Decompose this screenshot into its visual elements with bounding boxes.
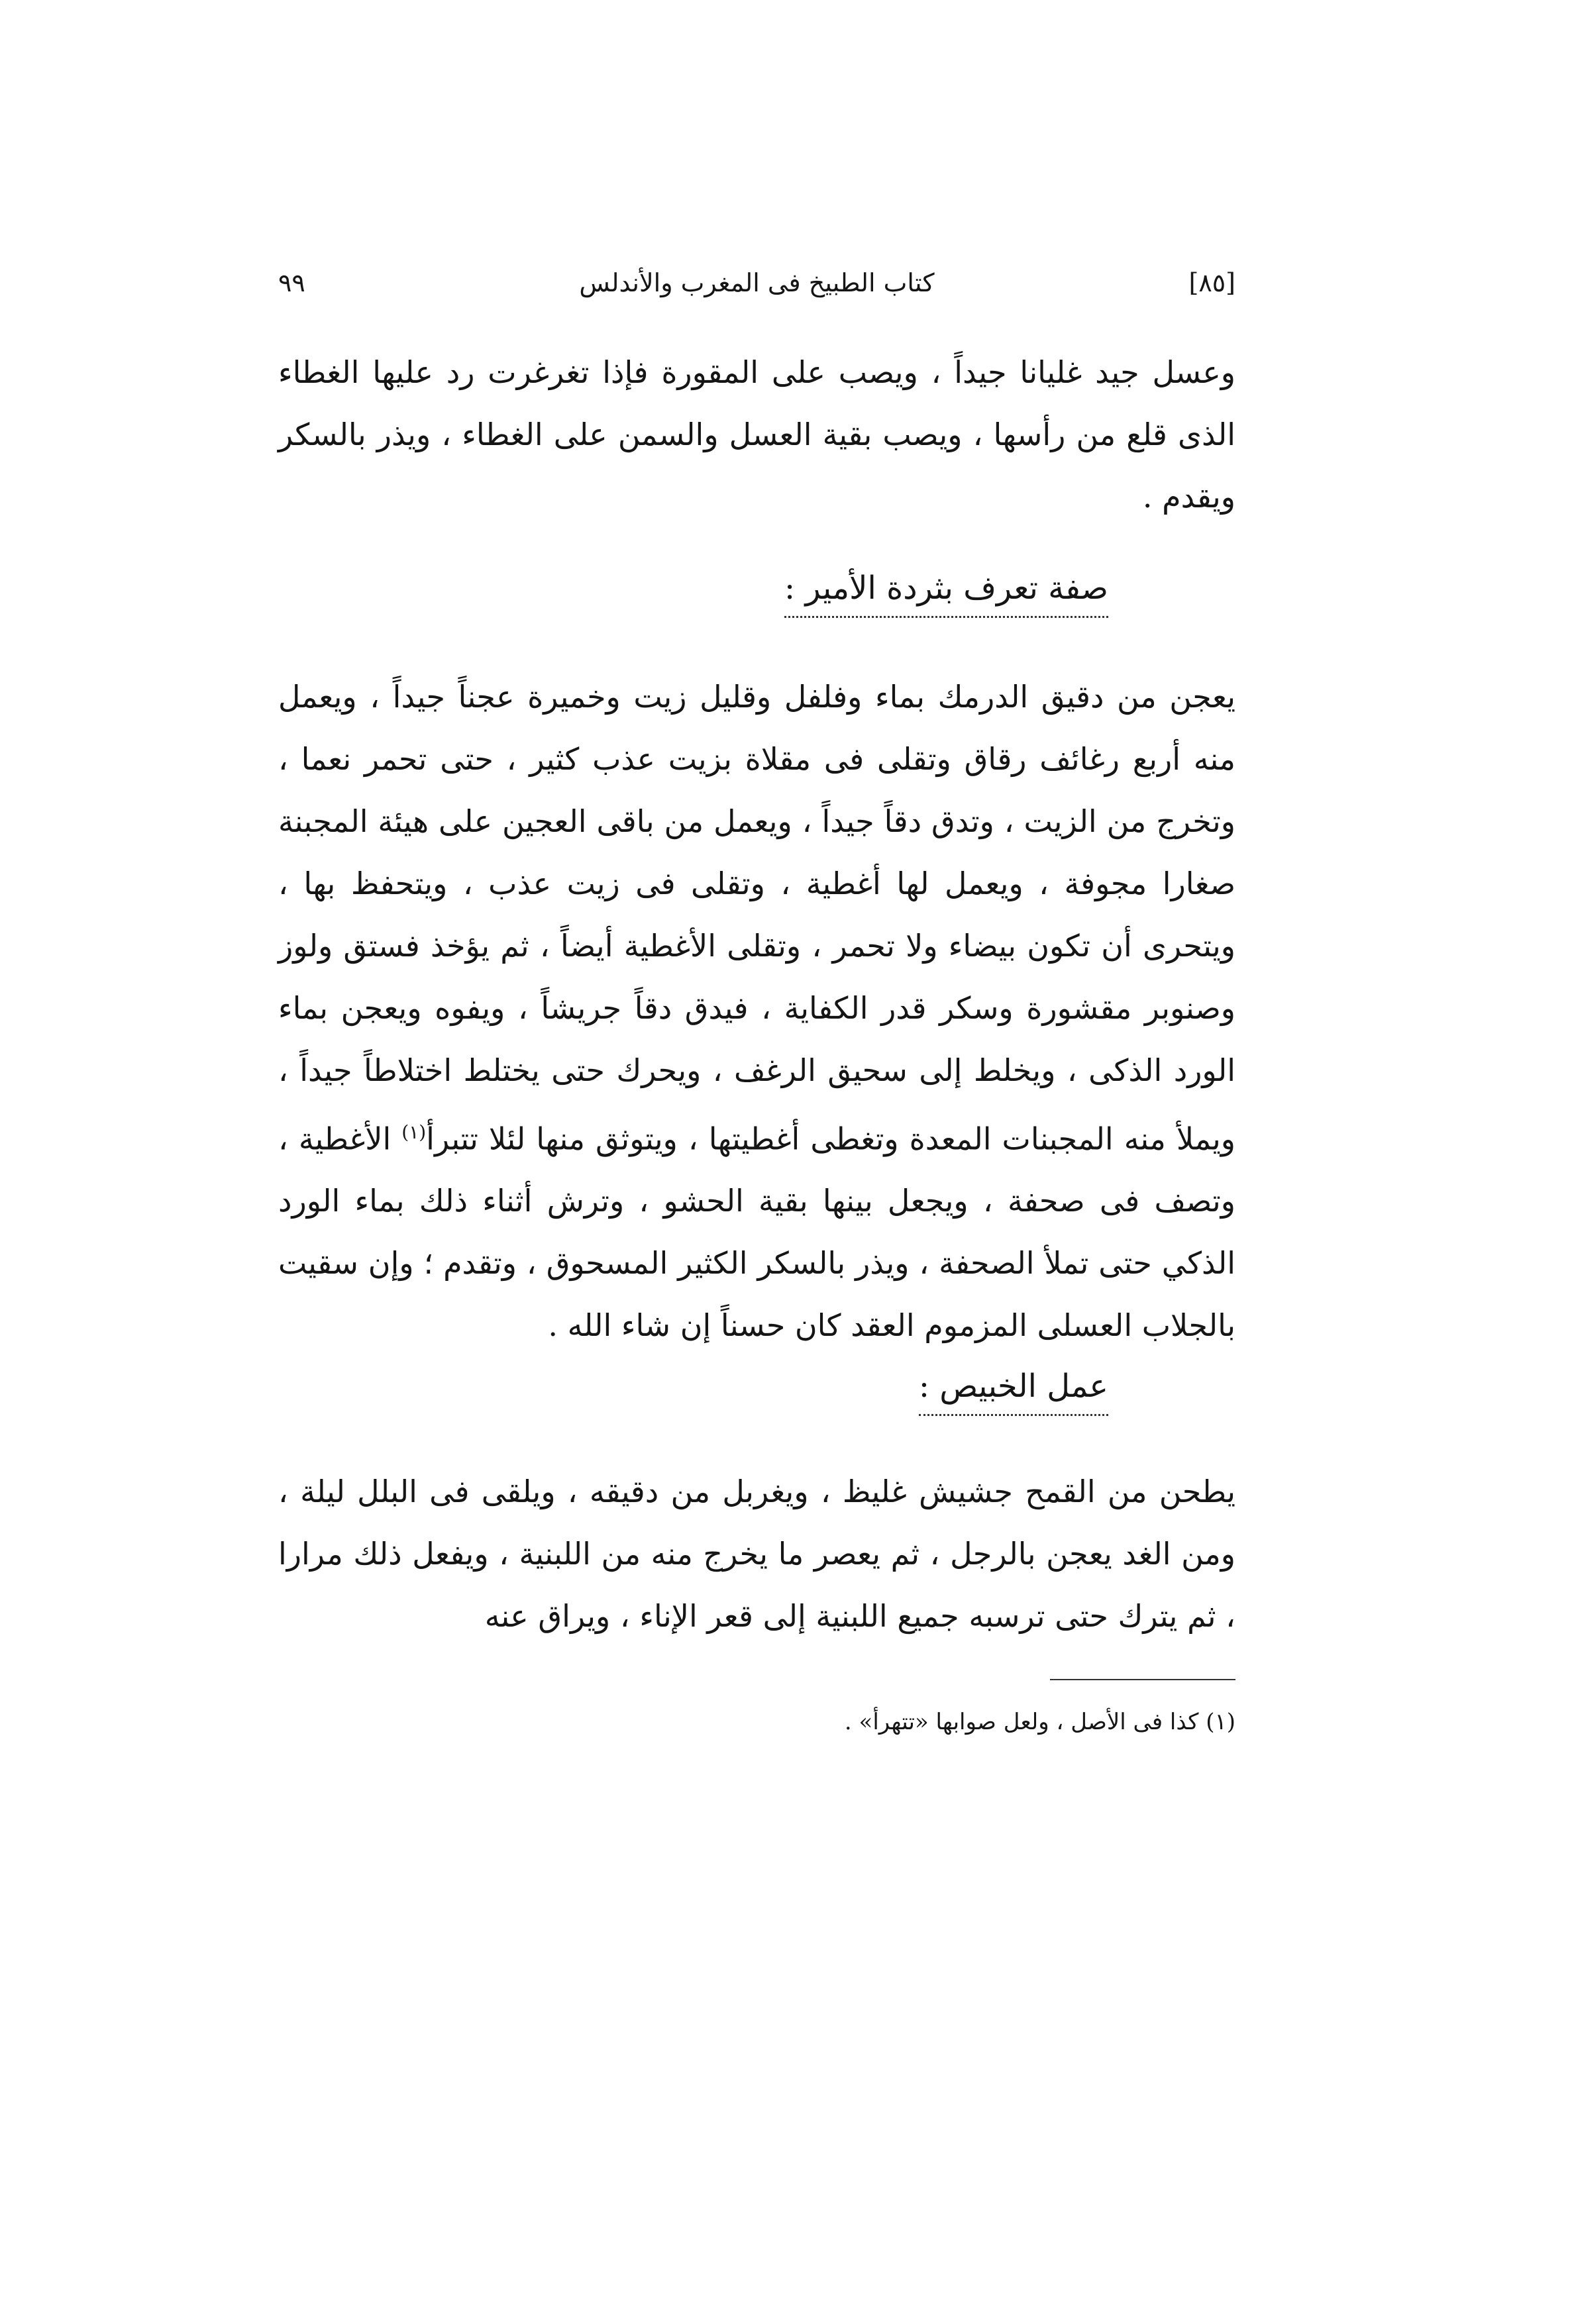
recipe-heading-khabis: عمل الخبيص :: [919, 1368, 1108, 1416]
paragraph-honey-conclusion: وعسل جيد غليانا جيداً ، ويصب على المقورة فإذا تغرغرت رد عليها الغطاء الذى قلع من رأسها ، ويصب بقية العسل والسمن على الغطاء ، ويذر بالسكر ويقدم .: [278, 354, 1235, 515]
paragraph-text-part: الأغطية ، وتصف فى صحفة ، ويجعل بينها بقية الحشو ، وترش أثناء ذلك بماء الورد الذكي حتى تملأ الصحفة ، ويذر بالسكر الكثير المسحوق ، وتقدم ؛ وإن سقيت بالجلاب العسلى المزموم العقد كان حسناً إن شاء الله .: [278, 1121, 1235, 1344]
page-number: ٩٩: [278, 268, 305, 297]
footnote-marker: (١): [401, 1121, 427, 1143]
footnote: (١) كذا فى الأصل ، ولعل صوابها «تتهرأ» .: [844, 1709, 1235, 1735]
running-header: [278, 262, 1235, 315]
recipe-heading-amir-tharida: صفة تعرف بثردة الأمير :: [784, 570, 1108, 618]
paragraph-text-part: يعجن من دقيق الدرمك بماء وفلفل وقليل زيت وخميرة عجناً جيداً ، ويعمل منه أربع رغائف رقاق وتقلى فى مقلاة بزيت عذب كثير ، حتى تحمر نعما ، وتخرج من الزيت ، وتدق دقاً جيداً ، ويعمل من باقى العجين على هيئة المجبنة صغارا مجوفة ، ويعمل لها أغطية ، وتقلى فى زيت عذب ، ويتحفظ بها ، ويتحرى أن تكون بيضاء ولا تحمر ، وتقلى الأغطية أيضاً ، ثم يؤخذ فستق ولوز وصنوبر مقشورة وسكر قدر الكفاية ، فيدق دقاً جريشاً ، ويفوه ويعجن بماء الورد الذكى ، ويخلط إلى سحيق الرغف ، ويحرك حتى يختلط اختلاطاً جيداً ، ويملأ منه المجبنات المعدة وتغطى أغطيتها ، ويتوثق منها لئلا تتبرأ: [278, 679, 1235, 1157]
paragraph-amir-tharida: [278, 666, 1235, 1356]
footnote-divider: [1050, 1679, 1235, 1680]
section-number: [٨٥]: [1188, 268, 1235, 297]
paragraph-khabis: يطحن من القمح جشيش غليظ ، ويغربل من دقيقه ، ويلقى فى البلل ليلة ، ومن الغد يعجن بالرجل ، ثم يعصر ما يخرج منه من اللبنية ، ويفعل ذلك مرارا ، ثم يترك حتى ترسبه جميع اللبنية إلى قعر الإناء ، ويراق عنه: [278, 1474, 1235, 1634]
running-title: كتاب الطبيخ فى المغرب والأندلس: [579, 268, 935, 297]
